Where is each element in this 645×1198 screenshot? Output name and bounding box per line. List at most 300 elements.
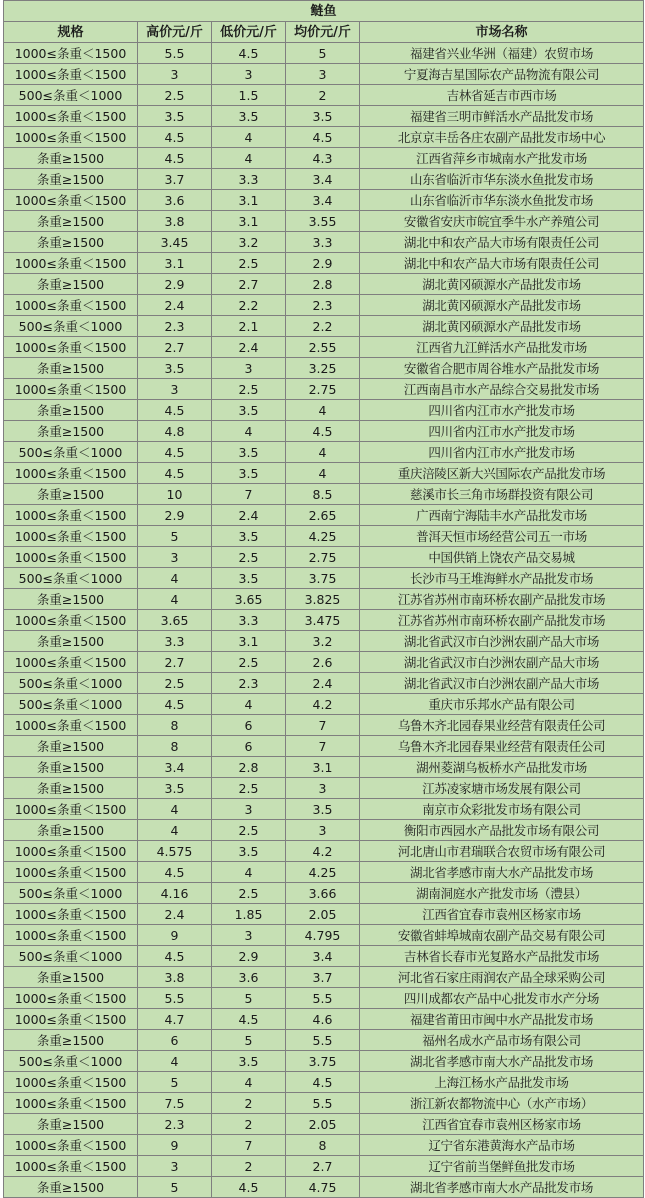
table-row	[4, 1030, 644, 1051]
cell-spec[interactable]: 1000≤条重＜1500	[4, 43, 138, 64]
cell-avg-price[interactable]: 4.3	[286, 148, 360, 169]
cell-spec[interactable]: 条重≥1500	[4, 148, 138, 169]
cell-low-price[interactable]: 2.5	[212, 253, 286, 274]
cell-high-price[interactable]: 3	[138, 379, 212, 400]
cell-market-name[interactable]: 湖北省武汉市白沙洲农副产品大市场	[360, 652, 644, 673]
cell-market-name[interactable]: 吉林省长春市光复路水产品批发市场	[360, 946, 644, 967]
cell-low-price[interactable]: 4.5	[212, 43, 286, 64]
cell-avg-price[interactable]: 2.7	[286, 1156, 360, 1177]
cell-market-name[interactable]: 广西南宁海陆丰水产品批发市场	[360, 505, 644, 526]
cell-low-price[interactable]: 4.5	[212, 1177, 286, 1198]
cell-low-price[interactable]: 3.3	[212, 169, 286, 190]
cell-avg-price[interactable]: 2.3	[286, 295, 360, 316]
cell-market-name[interactable]: 山东省临沂市华东淡水鱼批发市场	[360, 169, 644, 190]
table-row	[4, 883, 644, 904]
cell-spec[interactable]: 条重≥1500	[4, 820, 138, 841]
cell-spec[interactable]: 500≤条重＜1000	[4, 568, 138, 589]
table-row	[4, 715, 644, 736]
cell-spec[interactable]: 1000≤条重＜1500	[4, 715, 138, 736]
cell-low-price[interactable]: 7	[212, 484, 286, 505]
cell-low-price[interactable]: 3.65	[212, 589, 286, 610]
cell-low-price[interactable]: 1.5	[212, 85, 286, 106]
cell-market-name[interactable]: 吉林省延吉市西市场	[360, 85, 644, 106]
cell-low-price[interactable]: 4	[212, 1072, 286, 1093]
cell-avg-price[interactable]: 2	[286, 85, 360, 106]
cell-market-name[interactable]: 乌鲁木齐北园春果业经营有限责任公司	[360, 736, 644, 757]
cell-high-price[interactable]: 2.7	[138, 652, 212, 673]
cell-high-price[interactable]: 4.5	[138, 463, 212, 484]
cell-low-price[interactable]: 3.2	[212, 232, 286, 253]
cell-market-name[interactable]: 重庆涪陵区新大兴国际农产品批发市场	[360, 463, 644, 484]
table-row	[4, 211, 644, 232]
cell-market-name[interactable]: 湖北省孝感市南大水产品批发市场	[360, 1177, 644, 1198]
cell-high-price[interactable]: 3.8	[138, 211, 212, 232]
cell-low-price[interactable]: 2.1	[212, 316, 286, 337]
cell-low-price[interactable]: 4	[212, 694, 286, 715]
cell-high-price[interactable]: 4.5	[138, 694, 212, 715]
cell-avg-price[interactable]: 3.66	[286, 883, 360, 904]
cell-low-price[interactable]: 2.4	[212, 337, 286, 358]
cell-market-name[interactable]: 江西省萍乡市城南水产批发市场	[360, 148, 644, 169]
cell-market-name[interactable]: 江西省宜春市袁州区杨家市场	[360, 904, 644, 925]
cell-avg-price[interactable]: 2.65	[286, 505, 360, 526]
cell-high-price[interactable]: 3	[138, 64, 212, 85]
cell-market-name[interactable]: 湖南洞庭水产批发市场（澧县）	[360, 883, 644, 904]
cell-market-name[interactable]: 上海江杨水产品批发市场	[360, 1072, 644, 1093]
cell-low-price[interactable]: 2.9	[212, 946, 286, 967]
cell-avg-price[interactable]: 4.6	[286, 1009, 360, 1030]
cell-spec[interactable]: 1000≤条重＜1500	[4, 463, 138, 484]
cell-high-price[interactable]: 2.5	[138, 85, 212, 106]
cell-spec[interactable]: 1000≤条重＜1500	[4, 988, 138, 1009]
cell-spec[interactable]: 500≤条重＜1000	[4, 883, 138, 904]
cell-avg-price[interactable]: 5	[286, 43, 360, 64]
cell-spec[interactable]: 条重≥1500	[4, 400, 138, 421]
cell-market-name[interactable]: 四川省内江市水产批发市场	[360, 421, 644, 442]
cell-high-price[interactable]: 4.5	[138, 862, 212, 883]
cell-high-price[interactable]: 2.4	[138, 295, 212, 316]
cell-high-price[interactable]: 3.65	[138, 610, 212, 631]
cell-low-price[interactable]: 1.85	[212, 904, 286, 925]
cell-market-name[interactable]: 湖北黄冈硕源水产品批发市场	[360, 316, 644, 337]
cell-high-price[interactable]: 5	[138, 526, 212, 547]
cell-high-price[interactable]: 2.9	[138, 274, 212, 295]
cell-avg-price[interactable]: 2.9	[286, 253, 360, 274]
cell-high-price[interactable]: 4.575	[138, 841, 212, 862]
cell-high-price[interactable]: 4.8	[138, 421, 212, 442]
cell-low-price[interactable]: 2.5	[212, 652, 286, 673]
cell-high-price[interactable]: 2.5	[138, 673, 212, 694]
cell-spec[interactable]: 条重≥1500	[4, 358, 138, 379]
cell-low-price[interactable]: 3.5	[212, 400, 286, 421]
cell-spec[interactable]: 1000≤条重＜1500	[4, 925, 138, 946]
cell-low-price[interactable]: 2	[212, 1156, 286, 1177]
table-row	[4, 379, 644, 400]
cell-low-price[interactable]: 2.4	[212, 505, 286, 526]
cell-market-name[interactable]: 江苏省苏州市南环桥农副产品批发市场	[360, 610, 644, 631]
cell-low-price[interactable]: 3.1	[212, 211, 286, 232]
cell-spec[interactable]: 1000≤条重＜1500	[4, 904, 138, 925]
cell-market-name[interactable]: 慈溪市长三角市场群投资有限公司	[360, 484, 644, 505]
table-row	[4, 232, 644, 253]
cell-spec[interactable]: 1000≤条重＜1500	[4, 505, 138, 526]
cell-avg-price[interactable]: 2.75	[286, 547, 360, 568]
cell-spec[interactable]: 条重≥1500	[4, 1177, 138, 1198]
cell-spec[interactable]: 1000≤条重＜1500	[4, 652, 138, 673]
cell-avg-price[interactable]: 8.5	[286, 484, 360, 505]
cell-avg-price[interactable]: 4.75	[286, 1177, 360, 1198]
cell-high-price[interactable]: 3	[138, 547, 212, 568]
cell-spec[interactable]: 条重≥1500	[4, 421, 138, 442]
cell-market-name[interactable]: 安徽省蚌埠城南农副产品交易有限公司	[360, 925, 644, 946]
cell-low-price[interactable]: 7	[212, 1135, 286, 1156]
header-low-price[interactable]: 低价元/斤	[212, 22, 286, 43]
cell-low-price[interactable]: 3.5	[212, 106, 286, 127]
cell-low-price[interactable]: 6	[212, 736, 286, 757]
cell-avg-price[interactable]: 7	[286, 736, 360, 757]
cell-spec[interactable]: 1000≤条重＜1500	[4, 1135, 138, 1156]
cell-low-price[interactable]: 3	[212, 358, 286, 379]
cell-spec[interactable]: 1000≤条重＜1500	[4, 1093, 138, 1114]
table-row	[4, 1093, 644, 1114]
cell-spec[interactable]: 1000≤条重＜1500	[4, 526, 138, 547]
cell-spec[interactable]: 500≤条重＜1000	[4, 442, 138, 463]
cell-spec[interactable]: 1000≤条重＜1500	[4, 799, 138, 820]
cell-low-price[interactable]: 2.8	[212, 757, 286, 778]
cell-low-price[interactable]: 5	[212, 1030, 286, 1051]
cell-low-price[interactable]: 2	[212, 1114, 286, 1135]
cell-spec[interactable]: 条重≥1500	[4, 1114, 138, 1135]
table-row	[4, 316, 644, 337]
cell-spec[interactable]: 条重≥1500	[4, 631, 138, 652]
cell-avg-price[interactable]: 3.4	[286, 946, 360, 967]
cell-market-name[interactable]: 南京市众彩批发市场有限公司	[360, 799, 644, 820]
cell-high-price[interactable]: 9	[138, 1135, 212, 1156]
cell-high-price[interactable]: 4	[138, 820, 212, 841]
cell-avg-price[interactable]: 4	[286, 442, 360, 463]
cell-high-price[interactable]: 10	[138, 484, 212, 505]
cell-avg-price[interactable]: 3.25	[286, 358, 360, 379]
cell-high-price[interactable]: 3.5	[138, 778, 212, 799]
cell-low-price[interactable]: 2.7	[212, 274, 286, 295]
cell-spec[interactable]: 500≤条重＜1000	[4, 673, 138, 694]
cell-market-name[interactable]: 重庆市乐邦水产品有限公司	[360, 694, 644, 715]
cell-high-price[interactable]: 3.5	[138, 358, 212, 379]
cell-market-name[interactable]: 山东省临沂市华东淡水鱼批发市场	[360, 190, 644, 211]
cell-market-name[interactable]: 北京京丰岳各庄农副产品批发市场中心	[360, 127, 644, 148]
cell-avg-price[interactable]: 3	[286, 64, 360, 85]
cell-low-price[interactable]: 2.3	[212, 673, 286, 694]
cell-high-price[interactable]: 4.5	[138, 148, 212, 169]
cell-low-price[interactable]: 4.5	[212, 1009, 286, 1030]
cell-low-price[interactable]: 3.5	[212, 526, 286, 547]
cell-market-name[interactable]: 长沙市马王堆海鲜水产品批发市场	[360, 568, 644, 589]
cell-market-name[interactable]: 江西省宜春市袁州区杨家市场	[360, 1114, 644, 1135]
cell-high-price[interactable]: 4	[138, 589, 212, 610]
table-row	[4, 799, 644, 820]
cell-low-price[interactable]: 3.5	[212, 442, 286, 463]
cell-high-price[interactable]: 5.5	[138, 988, 212, 1009]
table-row	[4, 736, 644, 757]
cell-spec[interactable]: 条重≥1500	[4, 967, 138, 988]
cell-spec[interactable]: 1000≤条重＜1500	[4, 862, 138, 883]
cell-high-price[interactable]: 4.7	[138, 1009, 212, 1030]
cell-market-name[interactable]: 湖北省孝感市南大水产品批发市场	[360, 862, 644, 883]
cell-low-price[interactable]: 3.5	[212, 463, 286, 484]
cell-avg-price[interactable]: 4	[286, 400, 360, 421]
cell-avg-price[interactable]: 3.825	[286, 589, 360, 610]
cell-avg-price[interactable]: 3.475	[286, 610, 360, 631]
cell-spec[interactable]: 1000≤条重＜1500	[4, 1009, 138, 1030]
cell-low-price[interactable]: 3.5	[212, 1051, 286, 1072]
table-row	[4, 904, 644, 925]
cell-avg-price[interactable]: 4.795	[286, 925, 360, 946]
cell-spec[interactable]: 条重≥1500	[4, 232, 138, 253]
table-header-row	[4, 22, 644, 43]
cell-spec[interactable]: 1000≤条重＜1500	[4, 610, 138, 631]
cell-market-name[interactable]: 福建省兴业华洲（福建）农贸市场	[360, 43, 644, 64]
cell-low-price[interactable]: 3.5	[212, 841, 286, 862]
cell-avg-price[interactable]: 3.3	[286, 232, 360, 253]
cell-high-price[interactable]: 9	[138, 925, 212, 946]
cell-market-name[interactable]: 江苏凌家塘市场发展有限公司	[360, 778, 644, 799]
cell-avg-price[interactable]: 8	[286, 1135, 360, 1156]
cell-low-price[interactable]: 4	[212, 421, 286, 442]
table-row	[4, 148, 644, 169]
cell-high-price[interactable]: 5.5	[138, 43, 212, 64]
cell-high-price[interactable]: 8	[138, 715, 212, 736]
cell-avg-price[interactable]: 2.55	[286, 337, 360, 358]
cell-avg-price[interactable]: 3.7	[286, 967, 360, 988]
cell-avg-price[interactable]: 4.25	[286, 526, 360, 547]
cell-avg-price[interactable]: 4.25	[286, 862, 360, 883]
cell-market-name[interactable]: 福建省三明市鲜活水产品批发市场	[360, 106, 644, 127]
cell-spec[interactable]: 条重≥1500	[4, 778, 138, 799]
cell-high-price[interactable]: 8	[138, 736, 212, 757]
cell-spec[interactable]: 500≤条重＜1000	[4, 694, 138, 715]
cell-spec[interactable]: 1000≤条重＜1500	[4, 127, 138, 148]
cell-high-price[interactable]: 4	[138, 799, 212, 820]
cell-high-price[interactable]: 4	[138, 568, 212, 589]
cell-avg-price[interactable]: 3.5	[286, 799, 360, 820]
cell-avg-price[interactable]: 4.2	[286, 694, 360, 715]
cell-market-name[interactable]: 江苏省苏州市南环桥农副产品批发市场	[360, 589, 644, 610]
cell-avg-price[interactable]: 5.5	[286, 988, 360, 1009]
cell-high-price[interactable]: 3.4	[138, 757, 212, 778]
cell-avg-price[interactable]: 3	[286, 778, 360, 799]
cell-market-name[interactable]: 江西南昌市水产品综合交易批发市场	[360, 379, 644, 400]
cell-avg-price[interactable]: 2.4	[286, 673, 360, 694]
cell-avg-price[interactable]: 4	[286, 463, 360, 484]
table-row	[4, 64, 644, 85]
cell-avg-price[interactable]: 3.5	[286, 106, 360, 127]
table-row	[4, 820, 644, 841]
cell-market-name[interactable]: 普洱天恒市场经营公司五一市场	[360, 526, 644, 547]
cell-spec[interactable]: 500≤条重＜1000	[4, 85, 138, 106]
cell-spec[interactable]: 1000≤条重＜1500	[4, 1072, 138, 1093]
cell-low-price[interactable]: 2.5	[212, 379, 286, 400]
cell-high-price[interactable]: 4.5	[138, 127, 212, 148]
cell-spec[interactable]: 条重≥1500	[4, 484, 138, 505]
cell-avg-price[interactable]: 3.55	[286, 211, 360, 232]
cell-low-price[interactable]: 3	[212, 799, 286, 820]
cell-high-price[interactable]: 3.8	[138, 967, 212, 988]
cell-low-price[interactable]: 6	[212, 715, 286, 736]
cell-market-name[interactable]: 湖北黄冈硕源水产品批发市场	[360, 295, 644, 316]
cell-market-name[interactable]: 湖北省武汉市白沙洲农副产品大市场	[360, 673, 644, 694]
cell-low-price[interactable]: 2.2	[212, 295, 286, 316]
cell-low-price[interactable]: 3.3	[212, 610, 286, 631]
cell-avg-price[interactable]: 4.2	[286, 841, 360, 862]
cell-market-name[interactable]: 湖北黄冈硕源水产品批发市场	[360, 274, 644, 295]
header-market-name[interactable]: 市场名称	[360, 22, 644, 43]
cell-market-name[interactable]: 河北省石家庄雨润农产品全球采购公司	[360, 967, 644, 988]
cell-market-name[interactable]: 湖北省武汉市白沙洲农副产品大市场	[360, 631, 644, 652]
cell-low-price[interactable]: 2.5	[212, 883, 286, 904]
cell-spec[interactable]: 1000≤条重＜1500	[4, 841, 138, 862]
cell-avg-price[interactable]: 3.75	[286, 1051, 360, 1072]
cell-spec[interactable]: 条重≥1500	[4, 589, 138, 610]
cell-spec[interactable]: 条重≥1500	[4, 169, 138, 190]
cell-low-price[interactable]: 4	[212, 127, 286, 148]
cell-avg-price[interactable]: 3.1	[286, 757, 360, 778]
cell-high-price[interactable]: 2.9	[138, 505, 212, 526]
cell-market-name[interactable]: 湖北中和农产品大市场有限责任公司	[360, 253, 644, 274]
cell-market-name[interactable]: 福州名成水产品市场有限公司	[360, 1030, 644, 1051]
cell-market-name[interactable]: 衡阳市西园水产品批发市场有限公司	[360, 820, 644, 841]
cell-market-name[interactable]: 河北唐山市君瑞联合农贸市场有限公司	[360, 841, 644, 862]
cell-avg-price[interactable]: 2.75	[286, 379, 360, 400]
cell-high-price[interactable]: 4.5	[138, 946, 212, 967]
cell-avg-price[interactable]: 2.6	[286, 652, 360, 673]
cell-spec[interactable]: 500≤条重＜1000	[4, 316, 138, 337]
cell-spec[interactable]: 条重≥1500	[4, 736, 138, 757]
cell-avg-price[interactable]: 2.05	[286, 1114, 360, 1135]
header-avg-price[interactable]: 均价元/斤	[286, 22, 360, 43]
cell-high-price[interactable]: 3.7	[138, 169, 212, 190]
cell-spec[interactable]: 1000≤条重＜1500	[4, 1156, 138, 1177]
cell-high-price[interactable]: 2.7	[138, 337, 212, 358]
cell-low-price[interactable]: 3.1	[212, 631, 286, 652]
cell-low-price[interactable]: 3.6	[212, 967, 286, 988]
cell-avg-price[interactable]: 5.5	[286, 1093, 360, 1114]
cell-high-price[interactable]: 4.5	[138, 400, 212, 421]
cell-low-price[interactable]: 3.5	[212, 568, 286, 589]
cell-market-name[interactable]: 中国供销上饶农产品交易城	[360, 547, 644, 568]
cell-market-name[interactable]: 浙江新农都物流中心（水产市场）	[360, 1093, 644, 1114]
cell-market-name[interactable]: 辽宁省前当堡鲜鱼批发市场	[360, 1156, 644, 1177]
cell-high-price[interactable]: 4.16	[138, 883, 212, 904]
cell-spec[interactable]: 条重≥1500	[4, 211, 138, 232]
cell-market-name[interactable]: 辽宁省东港黄海水产品市场	[360, 1135, 644, 1156]
cell-high-price[interactable]: 4.5	[138, 442, 212, 463]
table-row	[4, 1114, 644, 1135]
cell-high-price[interactable]: 6	[138, 1030, 212, 1051]
cell-avg-price[interactable]: 7	[286, 715, 360, 736]
cell-market-name[interactable]: 安徽省安庆市皖宜季牛水产养殖公司	[360, 211, 644, 232]
cell-high-price[interactable]: 5	[138, 1177, 212, 1198]
cell-high-price[interactable]: 2.4	[138, 904, 212, 925]
cell-low-price[interactable]: 2.5	[212, 547, 286, 568]
cell-market-name[interactable]: 福建省莆田市闽中水产品批发市场	[360, 1009, 644, 1030]
cell-spec[interactable]: 1000≤条重＜1500	[4, 64, 138, 85]
cell-spec[interactable]: 1000≤条重＜1500	[4, 253, 138, 274]
cell-avg-price[interactable]: 4.5	[286, 421, 360, 442]
cell-spec[interactable]: 1000≤条重＜1500	[4, 379, 138, 400]
cell-low-price[interactable]: 3	[212, 64, 286, 85]
cell-market-name[interactable]: 四川省内江市水产批发市场	[360, 442, 644, 463]
cell-market-name[interactable]: 安徽省合肥市周谷堆水产品批发市场	[360, 358, 644, 379]
cell-low-price[interactable]: 2	[212, 1093, 286, 1114]
cell-avg-price[interactable]: 2.05	[286, 904, 360, 925]
cell-spec[interactable]: 条重≥1500	[4, 274, 138, 295]
cell-low-price[interactable]: 2.5	[212, 820, 286, 841]
cell-avg-price[interactable]: 3.75	[286, 568, 360, 589]
cell-spec[interactable]: 500≤条重＜1000	[4, 1051, 138, 1072]
cell-high-price[interactable]: 2.3	[138, 1114, 212, 1135]
cell-high-price[interactable]: 3.45	[138, 232, 212, 253]
table-row	[4, 127, 644, 148]
cell-high-price[interactable]: 3.6	[138, 190, 212, 211]
header-high-price[interactable]: 高价元/斤	[138, 22, 212, 43]
cell-avg-price[interactable]: 2.2	[286, 316, 360, 337]
cell-high-price[interactable]: 7.5	[138, 1093, 212, 1114]
cell-high-price[interactable]: 3.3	[138, 631, 212, 652]
cell-avg-price[interactable]: 3.2	[286, 631, 360, 652]
cell-high-price[interactable]: 4	[138, 1051, 212, 1072]
cell-spec[interactable]: 1000≤条重＜1500	[4, 295, 138, 316]
cell-low-price[interactable]: 3	[212, 925, 286, 946]
cell-high-price[interactable]: 3.5	[138, 106, 212, 127]
cell-low-price[interactable]: 5	[212, 988, 286, 1009]
cell-spec[interactable]: 1000≤条重＜1500	[4, 190, 138, 211]
table-row	[4, 274, 644, 295]
cell-avg-price[interactable]: 3	[286, 820, 360, 841]
cell-spec[interactable]: 1000≤条重＜1500	[4, 337, 138, 358]
cell-avg-price[interactable]: 4.5	[286, 127, 360, 148]
cell-market-name[interactable]: 乌鲁木齐北园春果业经营有限责任公司	[360, 715, 644, 736]
cell-market-name[interactable]: 湖州菱湖乌板桥水产品批发市场	[360, 757, 644, 778]
cell-low-price[interactable]: 4	[212, 148, 286, 169]
cell-high-price[interactable]: 2.3	[138, 316, 212, 337]
header-spec[interactable]: 规格	[4, 22, 138, 43]
cell-spec[interactable]: 1000≤条重＜1500	[4, 106, 138, 127]
cell-spec[interactable]: 500≤条重＜1000	[4, 946, 138, 967]
cell-spec[interactable]: 条重≥1500	[4, 1030, 138, 1051]
cell-high-price[interactable]: 5	[138, 1072, 212, 1093]
table-row	[4, 43, 644, 64]
cell-avg-price[interactable]: 3.4	[286, 190, 360, 211]
cell-low-price[interactable]: 4	[212, 862, 286, 883]
cell-avg-price[interactable]: 5.5	[286, 1030, 360, 1051]
cell-avg-price[interactable]: 3.4	[286, 169, 360, 190]
cell-avg-price[interactable]: 4.5	[286, 1072, 360, 1093]
cell-market-name[interactable]: 江西省九江鲜活水产品批发市场	[360, 337, 644, 358]
cell-avg-price[interactable]: 2.8	[286, 274, 360, 295]
cell-low-price[interactable]: 2.5	[212, 778, 286, 799]
cell-high-price[interactable]: 3	[138, 1156, 212, 1177]
cell-market-name[interactable]: 湖北省孝感市南大水产品批发市场	[360, 1051, 644, 1072]
cell-market-name[interactable]: 宁夏海吉星国际农产品物流有限公司	[360, 64, 644, 85]
cell-spec[interactable]: 条重≥1500	[4, 757, 138, 778]
price-table-sheet	[3, 0, 643, 1198]
cell-spec[interactable]: 1000≤条重＜1500	[4, 547, 138, 568]
cell-market-name[interactable]: 四川省内江市水产批发市场	[360, 400, 644, 421]
cell-low-price[interactable]: 3.1	[212, 190, 286, 211]
cell-market-name[interactable]: 四川成都农产品中心批发市水产分场	[360, 988, 644, 1009]
cell-high-price[interactable]: 3.1	[138, 253, 212, 274]
cell-market-name[interactable]: 湖北中和农产品大市场有限责任公司	[360, 232, 644, 253]
